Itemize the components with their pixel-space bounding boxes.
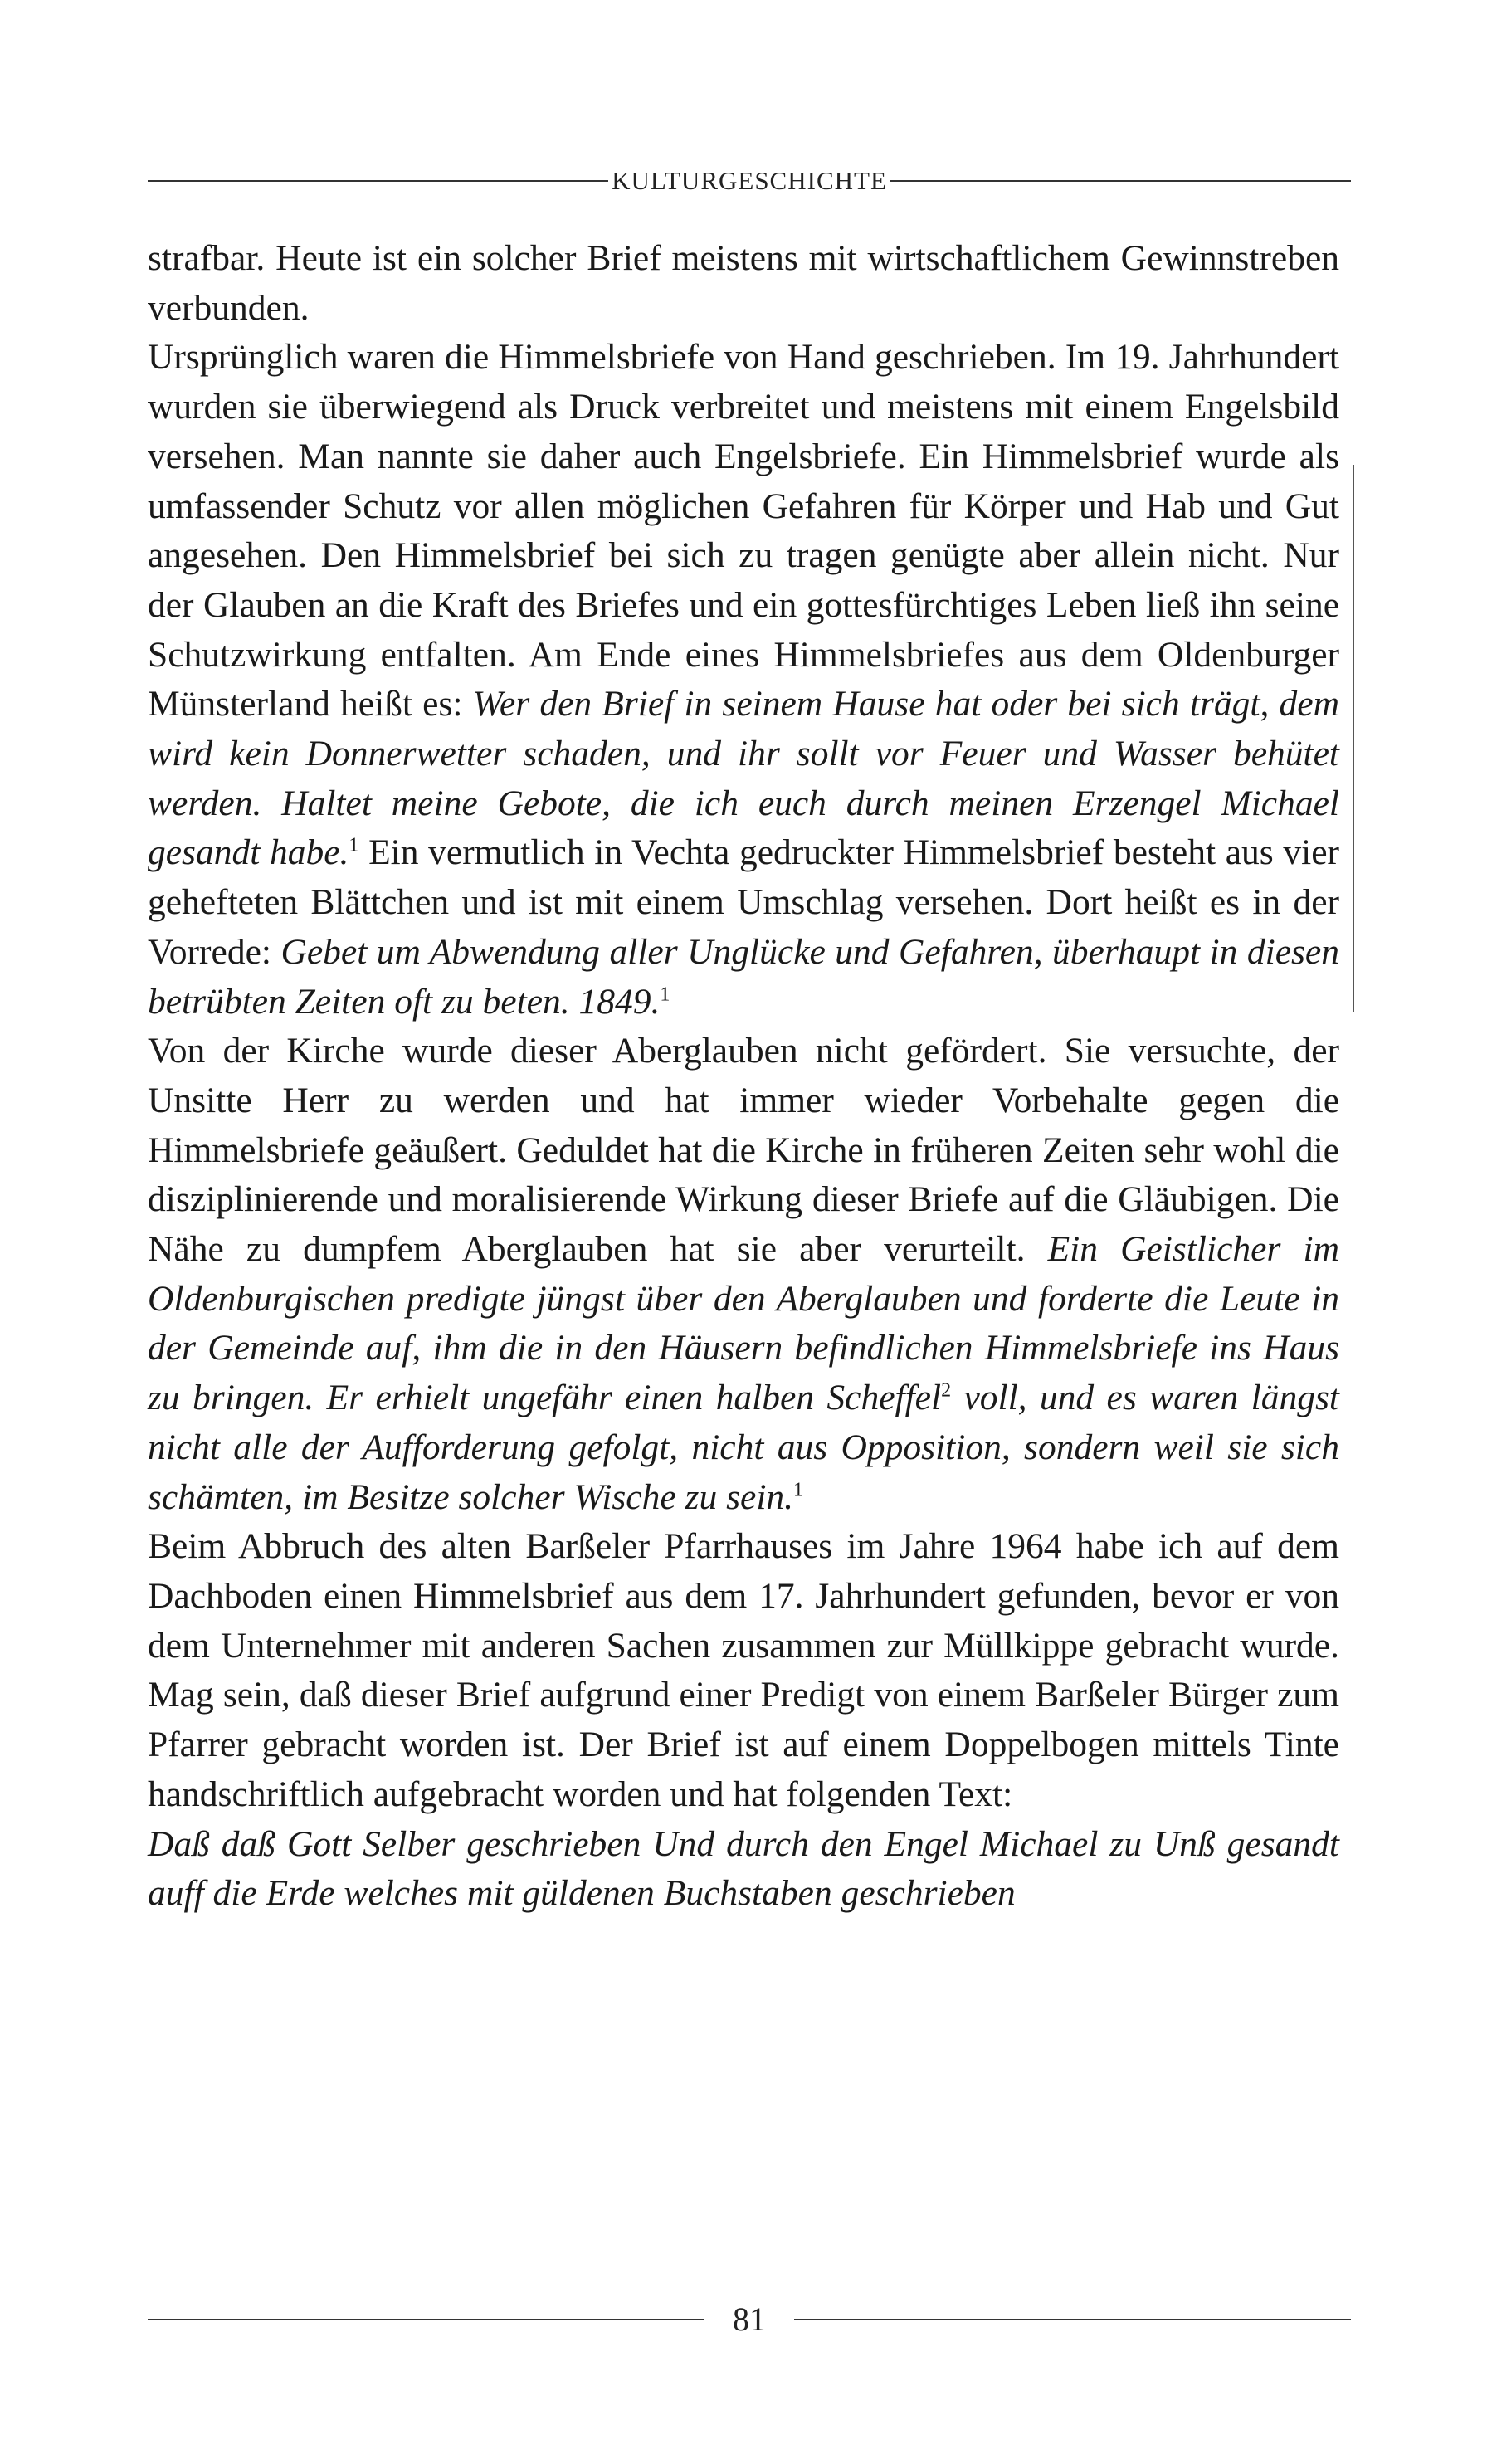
paragraph: [148, 333, 1339, 1027]
text-run: strafbar. Heute ist ein solcher Brief meistens mit wirtschaftlichem Gewinnstreben verbunden.: [148, 238, 1339, 328]
footnote-ref: 1: [660, 983, 670, 1006]
paragraph: [148, 234, 1339, 333]
italic-quote: Gebet um Abwendung aller Unglücke und Gefahren, überhaupt in diesen betrübten Zeiten oft zu beten. 1849.: [148, 931, 1339, 1022]
italic-quote: Ein Geistlicher im Oldenburgischen predigte jüngst über den Aberglauben und forderte die Leute in der Gemeinde auf, ihm die in den Häusern befindlichen Himmelsbriefe ins Haus zu bringen. Er erhielt ungefähr einen halben Scheffel: [148, 1229, 1339, 1418]
text-run: Beim Abbruch des alten Barßeler Pfarrhauses im Jahre 1964 habe ich auf dem Dachboden einen Himmelsbrief aus dem 17. Jahrhundert gefunden, bevor er von dem Unternehmer mit anderen Sachen zusammen zur Müllkippe gebracht wurde. Mag sein, daß dieser Brief aufgrund einer Predigt von einem Barßeler Bürger zum Pfarrer gebracht worden ist. Der Brief ist auf einem Doppelbogen mittels Tinte handschriftlich aufgebracht worden und hat folgenden Text:: [148, 1526, 1339, 1814]
paragraph: [148, 1820, 1339, 1919]
paragraph: [148, 1522, 1339, 1819]
running-header: [148, 164, 1351, 198]
text-run: Ein vermutlich in Vechta gedruckter Himmelsbrief besteht aus vier gehefteten Blättchen und ist mit einem Umschlag versehen. Dort heißt es in der Vorrede:: [148, 832, 1339, 972]
footnote-ref: 1: [349, 834, 359, 856]
page-number: 81: [733, 2301, 766, 2338]
footer-rule-right: [794, 2319, 1351, 2320]
footnote-ref: 1: [793, 1479, 804, 1501]
italic-quote: Wer den Brief in seinem Hause hat oder bei sich trägt, dem wird kein Donnerwetter schaden, und ihr sollt vor Feuer und Wasser behütet werden. Haltet meine Gebote, die ich euch durch meinen Erzengel Michael gesandt habe.: [148, 684, 1339, 873]
text-run: Ursprünglich waren die Himmelsbriefe von Hand geschrieben. Im 19. Jahrhundert wurden sie überwiegend als Druck verbreitet und meistens mit einem Engelsbild versehen. Man nannte sie daher auch Engelsbriefe. Ein Himmelsbrief wurde als umfassender Schutz vor allen möglichen Gefahren für Körper und Hab und Gut angesehen. Den Himmelsbrief bei sich zu tragen genügte aber allein nicht. Nur der Glauben an die Kraft des Briefes und ein gottesfürchtiges Leben ließ ihn seine Schutzwirkung entfalten. Am Ende eines Himmelsbriefes aus dem Oldenburger Münsterland heißt es:: [148, 337, 1339, 725]
section-title: KULTURGESCHICHTE: [612, 166, 887, 195]
footnote-ref: 2: [941, 1379, 952, 1402]
article-body: [148, 234, 1339, 1919]
header-rule-right: [890, 180, 1351, 182]
header-rule-left: [148, 180, 608, 182]
italic-quote: Daß daß Gott Selber geschrieben Und durch den Engel Michael zu Unß gesandt auff die Erde welches mit güldenen Buchstaben geschrieben: [148, 1823, 1339, 1914]
scan-edge-line: [1353, 465, 1354, 1012]
text-run: Von der Kirche wurde dieser Aberglauben nicht gefördert. Sie versuchte, der Unsitte Herr zu werden und hat immer wieder Vorbehalte gegen die Himmelsbriefe geäußert. Geduldet hat die Kirche in früheren Zeiten sehr wohl die disziplinierende und moralisierende Wirkung dieser Briefe auf die Gläubigen. Die Nähe zu dumpfem Aberglauben hat sie aber verurteilt.: [148, 1031, 1339, 1270]
footer-rule-left: [148, 2319, 704, 2320]
italic-quote: voll, und es waren längst nicht alle der Aufforderung gefolgt, nicht aus Opposition, sondern weil sie sich schämten, im Besitze solcher Wische zu sein.: [148, 1378, 1340, 1517]
page-footer: [148, 2295, 1351, 2344]
paragraph: [148, 1027, 1339, 1522]
